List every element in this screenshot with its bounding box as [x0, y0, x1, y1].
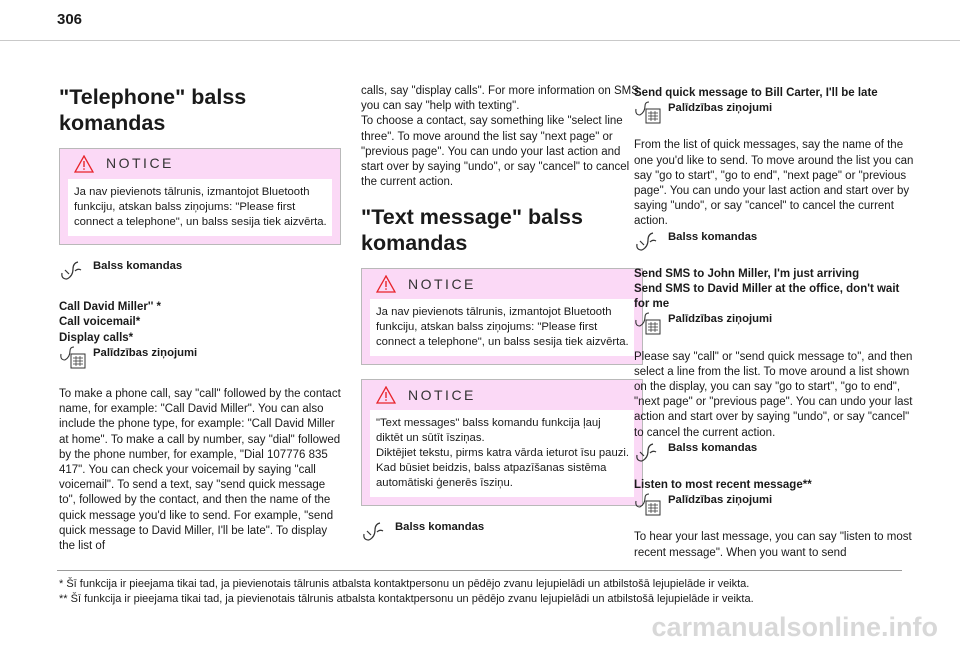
- notice-text: Ja nav pievienots tālrunis, izmantojot Bluetooth funkciju, atskan balss ziņojums: "Please first connect a telephone", un balss sesija tiek aizvērta.: [68, 179, 332, 236]
- notice-text: [370, 410, 634, 497]
- voice-command-icon: [361, 520, 395, 547]
- notice-text: Ja nav pievienots tālrunis, izmantojot Bluetooth funkciju, atskan balss ziņojums: "Please first connect a telephone", un balss sesija tiek aizvērta.: [370, 299, 634, 356]
- command-line: Send SMS to David Miller at the office, don't wait for me: [634, 283, 900, 311]
- help-message-icon: [634, 493, 668, 522]
- help-messages-label: Palīdzības ziņojumi: [668, 494, 773, 507]
- notice-title: NOTICE: [106, 155, 174, 172]
- help-messages-label: Palīdzības ziņojumi: [93, 346, 198, 359]
- section-title-telephone: "Telephone" balss komandas: [59, 85, 247, 135]
- voice-commands-label: Balss komandas: [395, 521, 485, 534]
- notice-line: Diktējiet tekstu, pirms katra vārda ieturot īsu pauzi.: [376, 447, 630, 460]
- notice-box: [361, 268, 643, 365]
- notice-box: [361, 379, 643, 506]
- section-title-text-message: "Text message" balss komandas: [361, 205, 583, 256]
- warning-triangle-icon: [376, 275, 396, 293]
- voice-command-icon: [634, 441, 668, 468]
- warning-triangle-icon: [74, 155, 94, 173]
- command-line: Display calls*: [59, 331, 134, 344]
- voice-commands-label: Balss komandas: [93, 260, 183, 272]
- voice-command-icon: [59, 259, 93, 286]
- body-paragraph: To hear your last message, you can say "listen to most recent message". When you want to send: [634, 531, 912, 559]
- column-commands: [634, 86, 916, 561]
- notice-title: NOTICE: [408, 275, 476, 292]
- footnote-2: ** Šī funkcija ir pieejama tikai tad, ja pievienotais tālrunis atbalsta kontaktpersonu un pēdējo zvanu lejupielādi un atbilstošā lejupielāde ir veikta.: [59, 593, 754, 605]
- footnote-divider: [57, 570, 902, 571]
- watermark: carmanualsonline.info: [651, 612, 938, 642]
- command-line: Call David Miller'' *: [59, 301, 161, 314]
- notice-title: NOTICE: [408, 386, 476, 403]
- body-paragraph: calls, say "display calls". For more information on SMS, you can say "help with texting".: [361, 85, 643, 113]
- body-paragraph: Please say "call" or "send quick message to", and then select a line from the list. To move around a list shown on the display, you can say "go to start", "go to end", "next page" or "previous page". You can undo your last action and start over by saying "undo", or say "cancel" to cancel the current action.: [634, 350, 913, 439]
- help-messages-label: Palīdzības ziņojumi: [668, 313, 773, 326]
- column-telephone: [59, 84, 341, 554]
- body-paragraph: To choose a contact, say something like "select line three". To move around the list say "next page" or "previous page". You can undo your last action and start over by saying "undo", or say "cancel" to cancel the current action.: [361, 115, 630, 189]
- help-message-icon: [634, 101, 668, 130]
- notice-box: [59, 148, 341, 245]
- body-paragraph: From the list of quick messages, say the name of the one you'd like to send. To move around the list you can say "go to start", "go to end", "next page" or "previous page". You can undo your last action and start over by saying "undo", or say "cancel" to cancel the current action.: [634, 139, 914, 228]
- help-message-icon: [634, 312, 668, 341]
- footnote-1: * Šī funkcija ir pieejama tikai tad, ja pievienotais tālrunis atbalsta kontaktpersonu un pēdējo zvanu lejupielādi un atbilstošā lejupielāde ir veikta.: [59, 578, 750, 590]
- header-divider: [0, 40, 960, 41]
- notice-line: "Text messages" balss komandu funkcija ļauj diktēt un sūtīt īsziņas.: [376, 417, 601, 445]
- help-message-icon: [59, 346, 93, 375]
- help-messages-label: Palīdzības ziņojumi: [668, 102, 773, 115]
- column-text-message: [361, 84, 643, 548]
- command-line: Call voicemail*: [59, 316, 141, 329]
- body-paragraph: To make a phone call, say "call" followed by the contact name, for example: "Call David Miller". You can also include the phone type, for example: "Call David Miller at home". To make a call by number, say "dial" followed by the phone number, for example, "Dial 107776 835 417". You can check your voicemail by saying "call voicemail". To send a text, say "send quick message to", followed by the contact, and then the name of the quick message you'd like to send. For example, "send quick message to David Miller, I'll be late". To display the list of: [59, 388, 341, 553]
- command-line: Send quick message to Bill Carter, I'll be late: [634, 87, 878, 99]
- voice-commands-label: Balss komandas: [668, 230, 758, 243]
- command-line: Listen to most recent message**: [634, 479, 812, 492]
- command-line: Send SMS to John Miller, I'm just arriving: [634, 267, 860, 280]
- voice-commands-label: Balss komandas: [668, 441, 758, 454]
- page-number: 306: [57, 11, 83, 28]
- notice-line: Kad būsiet beidzis, balss atpazīšanas sistēma automātiski ģenerēs īsziņu.: [376, 462, 607, 490]
- warning-triangle-icon: [376, 386, 396, 404]
- voice-command-icon: [634, 230, 668, 257]
